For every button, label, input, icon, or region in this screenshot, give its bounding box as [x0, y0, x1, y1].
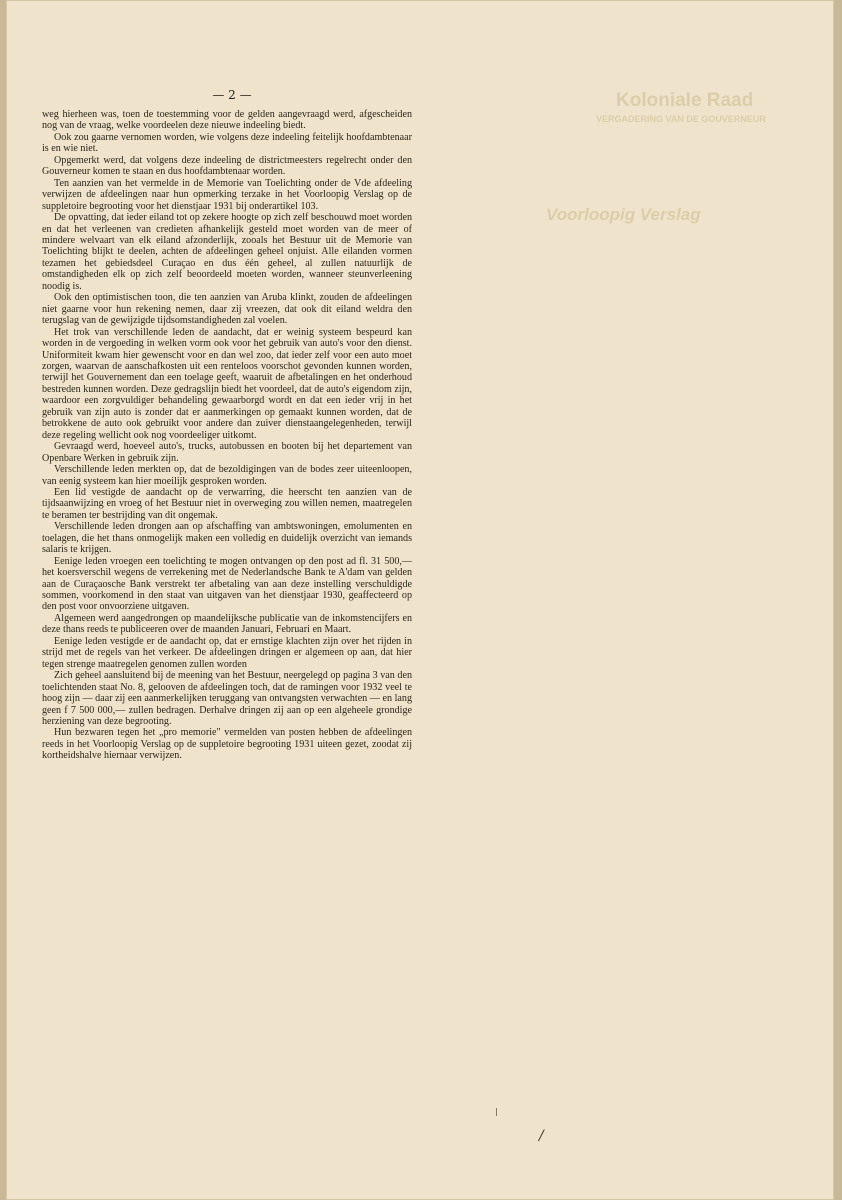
paragraph: Eenige leden vestigde er de aandacht op, dat er ernstige klachten zijn over het rijden in strijd met de regels van het verkeer. De afdeelingen dringen er algemeen op aan, dat hier tegen strenge maatregelen genomen zullen worden: [42, 635, 412, 670]
paragraph: Ook zou gaarne vernomen worden, wie volgens deze indeeling feitelijk hoofdambtenaar is en wie niet.: [42, 131, 412, 155]
paragraph: Eenige leden vroegen een toelichting te mogen ontvangen op den post ad fl. 31 500,— het koersverschil wegens de verrekening met de Nederlandsche Bank te A'dam van gelden aan de Curaçaosche Bank verstrekt ter afbetaling van aan deze instelling verschuldigde sommen, voorkomend in den staat van uitgaven van het dienstjaar 1930, geaffecteerd op den post voor onvoorziene uitgaven.: [42, 555, 412, 613]
paragraph: Gevraagd werd, hoeveel auto's, trucks, autobussen en booten bij het departement van Openbare Werken in gebruik zijn.: [42, 441, 412, 464]
document-page: [6, 0, 834, 1200]
paragraph: Hun bezwaren tegen het „pro memorie" vermelden van posten hebben de afdeelingen reeds in het Voorloopig Verslag op de suppletoire begrooting 1931 uiteen gezet, zoodat zij kortheidshalve hiernaar verwijzen.: [42, 727, 412, 762]
page-number: — 2 —: [212, 88, 252, 102]
bleed-line-2: VERGADERING VAN DE GOUVERNEUR: [596, 114, 766, 124]
paragraph: Ook den optimistischen toon, die ten aanzien van Aruba klinkt, zouden de afdeelingen niet gaarne voor hun rekening nemen, daar zij vreezen, dat ook dit eiland weldra den terugslag van de gewijzigde tijdsomstandigheden zal voelen.: [42, 292, 412, 327]
paragraph: Verschillende leden merkten op, dat de bezoldigingen van de bodes zeer uiteenloopen, van eenig systeem kan hier moeilijk gesproken worden.: [42, 464, 412, 487]
paragraph: Een lid vestigde de aandacht op de verwarring, die heerscht ten aanzien van de tijdsaanwijzing en vroeg of het Bestuur niet in overweging zou willen nemen, maatregelen te beramen ter bestrijding van dit ongemak.: [42, 486, 412, 521]
paragraph: Zich geheel aansluitend bij de meening van het Bestuur, neergelegd op pagina 3 van den toelichtenden staat No. 8, gelooven de afdeelingen toch, dat de ramingen voor 1932 veel te hoog zijn — daar zij een aanmerkelijken teruggang van ontvangsten verwachten — en lang geen f 7 500 000,— zullen bedragen. Derhalve dringen zij aan op een algeheele grondige herziening van deze begrooting.: [42, 670, 412, 728]
body-text: [42, 109, 412, 762]
paragraph: Het trok van verschillende leden de aandacht, dat er weinig systeem bespeurd kan worden in de vergoeding in welken vorm ook voor het gebruik van auto's voor den dienst. Uniformiteit kwam hier gewenscht voor en dan wel zoo, dat ieder zelf voor een auto moet zorgen, waarvan de aanschafkosten uit een renteloos voorschot gevonden kunnen worden, terwijl het Gouvernement dan een toelage geeft, waaruit de afbetalingen en het onderhoud bestreden kunnen worden. Deze gedragslijn biedt het voordeel, dat de auto's eigendom zijn, waardoor een zorgvuldiger behandeling gewaarborgd wordt en dat een ieder vrij in het gebruik van zijn auto is zonder dat er aanmerkingen op gemaakt kunnen worden, dat de betrokkene de auto ook gebruikt voor andere dan zuiver dienstaangelegenheden, terwijl deze regeling wellicht ook nog voordeeliger uitkomt.: [42, 326, 412, 441]
margin-mark: /: [539, 1128, 544, 1144]
bleed-line-1: Koloniale Raad: [616, 90, 754, 111]
paragraph: Algemeen werd aangedrongen op maandelijksche publicatie van de inkomstencijfers en deze thans reeds te publiceeren over de maanden Januari, Februari en Maart.: [42, 612, 412, 636]
paragraph: weg hierheen was, toen de toestemming voor de gelden aangevraagd werd, afgescheiden nog van de vraag, welke voordeelen deze nieuwe indeeling biedt.: [42, 109, 412, 132]
bleed-line-3: Voorloopig Verslag: [546, 205, 701, 224]
bleed-through-text: [506, 70, 806, 290]
paragraph: Ten aanzien van het vermelde in de Memorie van Toelichting onder de Vde afdeeling verwijzen de afdeelingen naar hun opmerking terzake in het Voorloopig Verslag op de suppletoire begrooting voor het dienstjaar 1931 bij onderartikel 103.: [42, 177, 412, 212]
paragraph: Verschillende leden drongen aan op afschaffing van ambtswoningen, emolumenten en toelagen, die het thans onmogelijk maken een volledig en duidelijk overzicht van iemands salaris te krijgen.: [42, 521, 412, 556]
paragraph: De opvatting, dat ieder eiland tot op zekere hoogte op zich zelf beschouwd moet worden en dat het verleenen van credieten afhankelijk gesteld moet worden van de meer of mindere welvaart van elk eiland afzonderlijk, zooals het Bestuur uit de Memorie van Toelichting blijkt te deelen, achten de afdeelingen geheel onjuist. Alle eilanden vormen tezamen het gebiedsdeel Curaçao en dus één geheel, al zullen natuurlijk de omstandigheden elk op zich zelf beoordeeld moeten worden, wanneer steunverleening noodig is.: [42, 212, 412, 292]
paragraph: Opgemerkt werd, dat volgens deze indeeling de districtmeesters regelrecht onder den Gouverneur komen te staan en dus hoofdambtenaar worden.: [42, 154, 412, 178]
margin-tick: [496, 1108, 497, 1116]
